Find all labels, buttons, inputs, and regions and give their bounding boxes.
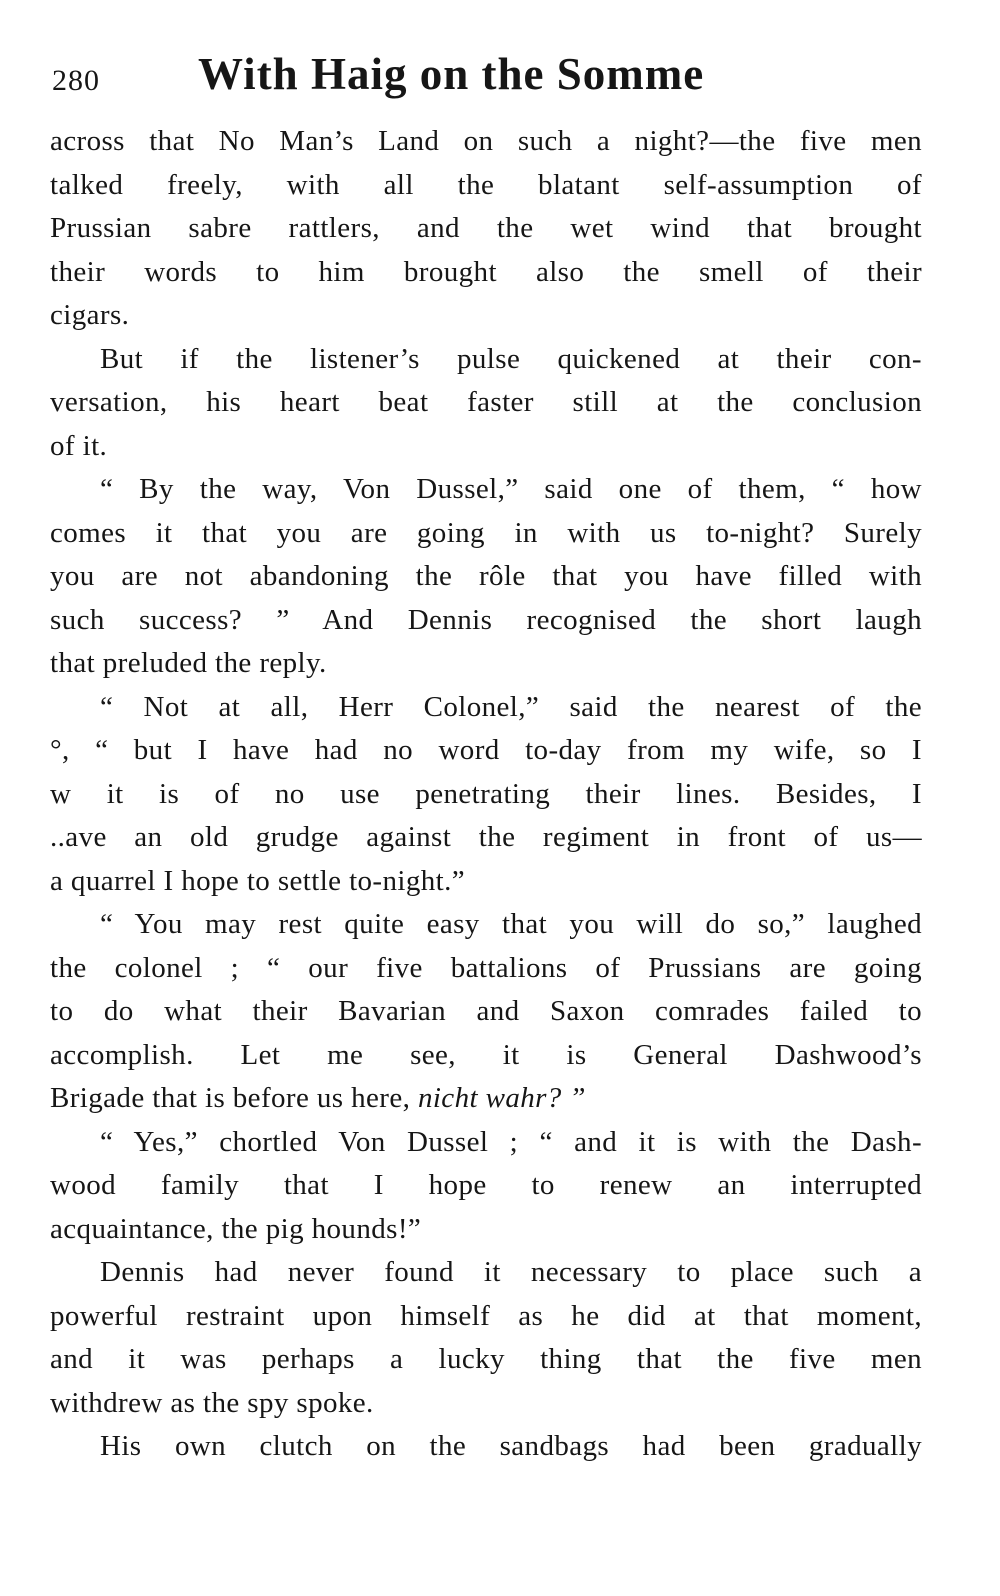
italic-phrase: nicht wahr? ” [417,1082,586,1114]
text-line-content: acquaintance, the pig hounds!” [50,1212,422,1245]
text-line [50,729,922,773]
text-line [50,860,922,904]
text-line [50,1121,922,1165]
text-line [50,381,922,425]
text-line-content: Brigade that is before us here, [50,1082,418,1114]
text-line [50,1251,922,1295]
text-line [50,816,922,860]
text-line [50,425,922,469]
text-line [50,1077,922,1121]
text-line-content: the colonel ; “ our five battalions of Prussians are going [50,951,922,984]
text-line [50,555,922,599]
text-line-content: of it. [50,429,108,462]
running-head [52,48,932,108]
text-line-content: you are not abandoning the rôle that you have filled with [50,560,922,592]
text-line [50,294,922,338]
text-line [50,207,922,251]
text-line [50,1208,922,1252]
page-number: 280 [52,64,100,97]
text-line-content: comes it that you are going in with us to-night? Surely [50,516,922,549]
text-line-content: Dennis had never found it necessary to place such a [100,1256,922,1288]
text-line-content: their words to him brought also the smell of their [50,255,922,288]
text-line-content: His own clutch on the sandbags had been gradually [100,1430,922,1462]
text-line-content: “ By the way, Von Dussel,” said one of them, “ how [100,473,922,505]
text-line [50,599,922,643]
text-line-content: withdrew as the spy spoke. [50,1386,374,1419]
book-title: With Haig on the Somme [198,49,705,99]
text-line [50,990,922,1034]
text-line-content: “ You may rest quite easy that you will do so,” laughed [100,908,922,940]
text-line-content: that preluded the reply. [50,647,327,679]
text-line [50,1425,922,1469]
text-line [50,512,922,556]
text-line [50,1164,922,1208]
text-line [50,164,922,208]
text-line-content: Prussian sabre rattlers, and the wet wind that brought [50,212,922,244]
text-line-content: wood family that I hope to renew an interrupted [50,1169,922,1201]
text-line [50,947,922,991]
text-line-content: to do what their Bavarian and Saxon comrades failed to [50,995,922,1027]
text-line [50,468,922,512]
text-line-content: a quarrel I hope to settle to-night.” [50,864,466,897]
text-line [50,686,922,730]
text-line-content: accomplish. Let me see, it is General Dashwood’s [50,1038,922,1071]
text-line-content: across that No Man’s Land on such a night?—the five men [50,125,922,157]
text-line-content: and it was perhaps a lucky thing that the five men [50,1343,922,1375]
text-line-content: ..ave an old grudge against the regiment in front of us— [50,821,922,853]
text-line [50,773,922,817]
text-line-content: “ Not at all, Herr Colonel,” said the nearest of the [100,690,922,723]
text-line [50,1034,922,1078]
text-line-content: talked freely, with all the blatant self-assumption of [50,168,922,201]
text-line-content: But if the listener’s pulse quickened at their con- [100,342,922,375]
text-line [50,642,922,686]
text-line [50,120,922,164]
body-text [50,120,922,1469]
text-line [50,1295,922,1339]
text-line [50,1382,922,1426]
text-line-content: such success? ” And Dennis recognised the short laugh [50,603,922,636]
text-line [50,903,922,947]
text-line [50,251,922,295]
text-line-content: powerful restraint upon himself as he did at that moment, [50,1299,922,1332]
text-line-content: °, “ but I have had no word to-day from my wife, so I [50,734,922,766]
text-line-content: versation, his heart beat faster still at the conclusion [50,386,922,418]
text-line-content: w it is of no use penetrating their lines. Besides, I [50,777,922,810]
text-line [50,1338,922,1382]
text-line-content: cigars. [50,299,130,331]
text-line-content: “ Yes,” chortled Von Dussel ; “ and it is with the Dash- [100,1125,922,1158]
text-line [50,338,922,382]
